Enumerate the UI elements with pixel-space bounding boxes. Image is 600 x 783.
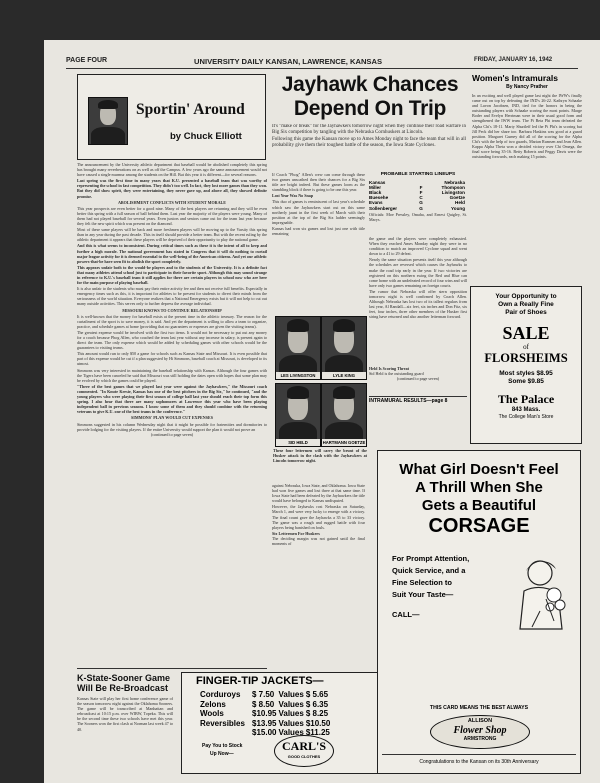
nebraska-player: Livingston [441,189,465,195]
intramural-reference: INTRAMURAL RESULTS—page 8 [369,398,448,404]
photo-caption: LES LIVINGSTON [276,372,320,379]
position: F [419,184,423,190]
carls-sub: GOOD CLOTHES [287,754,321,759]
carls-tagline-2: Up Now— [210,751,234,757]
column-paragraph: This appears unfair both to the would-be players and to the students of the University. It is a definite fact that many athletes attend school just to participate in their favorite sport. Although this may sound strange in reference to K.U.'s baseball team it still applies for there are certain players in school now who are here for the main purpose of playing baseball. [77,264,267,286]
values-label: Values [278,699,304,709]
photo-caption-text: These four lettermen will carry the brunt of the Husker attack in the clash with the Jayhawkers at Lincoln tomorrow night. [273,448,367,464]
nebraska-player: Thompson [441,184,465,190]
column-paragraph: Last spring was the first time in many years that K.U. presented a baseball team that was worthy of representing the school in fast competition. They didn't too well. In fact, they lost more games than they won. But they did show spirit, they were entertaining, they never gave up, and above all, they showed definite promise. [77,178,267,199]
kstate-story [77,673,173,778]
store-tagline: The College Man's Store [498,414,554,420]
columnist-photo [88,97,128,145]
story-paragraph: Kansas had won six games and lost just one with title remaining [272,225,365,237]
sale-price: $10.50 [305,718,331,728]
price-table [200,690,332,738]
team-name: Nebraska [444,179,465,185]
story-paragraph: the game and the players were completely exhausted. When they reached Ames Monday night they were in no condition to match an improved Cyclone squad and went down to a 41 to 29 defeat. [369,236,467,257]
position: G [419,200,423,206]
column-paragraph: The announcement by the University athletic department that baseball would be abolished completely this spring has brought many reverberations on as well as off the Campus. A few years ago the same announcement would not have caused a single murmur among the students on the Hill. But this year it is different—for several reasons. [77,162,267,178]
kansas-player: Miller [369,184,381,190]
kansas-player: Buesehe [369,195,389,201]
corsage-headline: Gets a Beautiful [421,497,537,514]
column-paragraph: "Three of the best games that we played last year were against the Jayhawkers," the Missouri coach commented. "In Knute Kresie, Kansas has one of the best pitchers in the Big Six," he continued, "and the young players who were playing their first season of college ball last year should reach their top form this spring. I also hear that there are many sophomores at Lawrence this year who have been playing independent ball in previous seasons. I know some of them and they should combine with the returning veterans to give K.U. one of the best teams in the conference." [77,383,267,415]
column-paragraph: Simmons was very interested in maintaining the baseball relationship with Kansas. Although the four games with the Tigers have been canceled he said that Missouri was still holding the dates open with hopes that some plan may be evolved by which the games could be played. [77,367,267,383]
store-address: 843 Mass. [511,407,541,413]
page-number: PAGE FOUR [66,57,108,64]
newspaper-page [44,40,600,783]
price-row [200,709,332,719]
story-intro [272,124,466,170]
nebraska-player: Held [455,200,465,206]
column-subhead: ABOLISHMENT CONFLICTS WITH STUDENT MORALE [117,199,227,205]
section-rule [77,668,267,669]
story-col-a [272,172,365,312]
values-label: Values [278,690,304,699]
carls-title: FINGER-TIP JACKETS— [196,675,324,687]
values-label: Values [278,718,304,728]
jacket-type: Zelons [200,699,226,709]
story-paragraph: Nearly the same situation presents itself this year although the schedules are reversed which causes the Jayhawks to make the road trip early in the year. If two victories are registered on this northern swing the Red and Blue can come home with an undefeated record of four wins and will have only two games remaining on foreign courts. [369,257,467,288]
position: F [419,189,423,195]
kansas-player: Sollenberger [369,205,398,211]
florsheim-price: Some $9.85 [508,378,544,385]
story-subhead: Held Is Scoring Threat [369,366,409,371]
nebraska-player: Goetze [449,195,465,201]
story-paragraph: Following this game the Kansan move up to Ames Monday night to face the team that will in all probability give them their toughest battle of the season, the Iowa State Cyclones. [272,137,466,148]
kansas-player: Black [369,189,382,195]
column-body [77,162,267,666]
story-col-c [272,483,365,663]
florsheim-line: Own a Really Fine [498,301,554,308]
call-line: CALL— [392,610,420,619]
shop-name-bottom: ARMSTRONG [463,736,497,742]
column-paragraph: This year prospects are even better for a good nine. Many of the best players are returning and they will be even better this spring with a full season of ball behind them. Last year the majority of the players were young. Many of them had not played baseball for several years. Even juniors and seniors came out for the team last year because they felt the new spirit which was present on the diamond. [77,205,267,227]
column-paragraph: It is also unfair to the students who must pay their entire activity fee and then not receive full benefits. Especially in emergency times such as this, it is important for athletes to be present for students to divert their minds from the seriousness of the world situation. Everyone realizes that a National Emergency exists but it will not help to cut out many outside activities. This serves only to further depress the average individual. [77,286,267,307]
florsheim-line: Your Opportunity to [495,293,557,300]
regular-price: $15.00 [252,728,277,737]
story-col-b2 [369,366,467,424]
corsage-ad [377,450,581,774]
player-photo [275,316,321,380]
photo-caption: HARTMANN GOETZE [322,440,366,445]
jacket-type: Reversibles [200,718,245,728]
column-paragraph: This amount would run to only $50 a game for schools such as Kansas State and Missouri. It is even possible that part of this expense would be cut if a plan suggested by Hi Simmons, baseball coach at Missouri, is developed to its utmost. [77,351,267,367]
story-paragraph: against Nebraska, Iowa State, and Oklahoma. Iowa State had won five games and lost three at that same time. If Iowa State had been defeated by the Jayhawkers the title would have belonged to Kansas undisputed. [272,483,365,504]
column-paragraph: It is well-known that the money for baseball exists at the present time in the athletic treasury. The reason for the curtailment of the sport is to save money, it is said. And yet the department is willing to allow a team to organize, practice, and schedule games at home (providing that no guarantees or expenses are given the visiting teams). [77,313,267,329]
lineup-officials: Officials: Moe Pressley, Omaha, and Ernest Quigley, St. Marys. [369,211,467,222]
jacket-type: Corduroys [200,690,241,699]
carls-store: CARL'S [281,739,326,753]
sale-price: $ 8.25 [305,709,329,718]
kstate-body: Kansas State will play her first home conference game of the season tomorrow night against the Oklahoma Sooners. The game will be transcribed at Manhattan and rebroadcast at 10:15 p.m. over WIBW, Topeka. This will be the second time these two schools have met this year. The Sooners won the first clash at Norman last week 47 to 40. [77,696,173,732]
sale-text: SALE [502,323,550,343]
brand-name: FLORSHEIMS [484,351,568,365]
sale-price: $11.25 [305,728,330,737]
column-subhead: SIMMONS' PLAN WOULD CUT EXPENSES [131,415,213,421]
column-byline: by Chuck Elliott [170,131,242,142]
sale-of: of [523,343,529,351]
continued-line: (continued to page seven) [150,431,194,437]
intramurals-title: Women's Intramurals [472,73,558,83]
intramurals-byline: By Nancy Prather [506,84,548,90]
story-paragraph: This duo of games is reminiscent of last year's schedule which saw the Jayhawkers start out on this same northerly jaunt in the first week of March with their position at the top of the Big Six ladder seemingly impregnable. [272,199,365,225]
column-banner [77,74,266,160]
player-photo [321,383,367,447]
corsage-order [392,553,469,621]
story-subhead: Lost Year Was No Snap [272,193,314,199]
column-title: Sportin' Around [136,101,245,118]
kansas-player: Evans [369,200,383,206]
shop-name-top: ALLISON [467,718,493,724]
values-label: Values [278,728,304,737]
corsage-note: THIS CARD MEANS THE BEST ALWAYS [429,705,529,711]
paper-name: UNIVERSITY DAILY KANSAN, LAWRENCE, KANSAS [194,57,383,66]
column-paragraph: The greatest expense would be involved with the first two items. It would not be necessary to put out any money for a coach because Phog Allen, who coached the team last year without any increase in salary, is present again to direct the team. The only expense which would be added by scheduling games with other schools would be the guarantees to visiting teams. [77,329,267,351]
story-col-b [369,236,467,366]
kstate-headline: K-State-Sooner Game Will Be Re-Broadcast [77,673,171,693]
shop-name: Flower Shop [453,725,507,736]
carls-tagline-1: Pay You to Stock [202,743,243,749]
lineup-table [369,180,465,211]
sale-price: $ 5.65 [305,690,329,699]
flower-girl-illustration [510,551,574,631]
florsheim-line: Pair of Shoes [505,309,547,316]
store-name: The Palace [497,392,555,406]
photo-caption: SID HELD [276,439,320,446]
column-paragraph: Most of these same players will be back and more freshmen players will be moving up to the Varsity this spring than in any year during the past decade. This in itself should provide a better team. But with the recent ruling by the athletic department it appears that these players will be deprived of their opportunity to play the national game. [77,227,267,243]
florsheim-price: Most styles $8.95 [499,370,553,377]
corsage-headline: A Thrill When She [415,479,543,496]
lineup-title: PROBABLE STARTING LINEUPS [380,172,456,177]
story-headline: Jayhawk Chances Depend On Trip [281,73,459,120]
column-subhead: MISSOURI KNOWS TO CONTINUE RELATIONSHIP [122,307,222,313]
ad-rule [382,754,576,755]
order-line: Fine Selection to [392,578,453,587]
order-line: Quick Service, and a [392,566,466,575]
column-paragraph: Simmons suggested in his column Wednesday night that it might be possible for fraternities and dormitories to provide lodging for the visiting players. If the entire University would support the plan it would not prove an [77,421,267,432]
values-label: Values [278,709,304,718]
position: C [419,195,423,201]
lineup-row [369,206,465,211]
sale-price: $ 6.35 [305,699,329,709]
corsage-headline: What Girl Doesn't Feel [399,461,559,478]
order-line: Suit Your Taste— [392,590,454,599]
issue-date: FRIDAY, JANUARY 16, 1942 [474,57,553,63]
intramurals-story [472,73,582,283]
story-paragraph: If Coach "Phog" Allen's crew can come through these two games unscathed then their chances for a Big Six title are bright indeed. But these games loom as the stumbling block if there is going to be one this year. [272,172,365,193]
carls-ad [181,672,378,774]
story-paragraph: It's "make or break" for the Jayhawkers tomorrow night when they continue their road warfare in Big Six competition by tangling with the Nebraska Cornhuskers at Lincoln. [272,124,466,135]
story-paragraph: However, the Jayhawks rost Nebraska on Saturday, March 1, and were very lucky to emerge with a victory. The final count gave the Jayhawks a 35 to 33 victory. The game was a rough and rugged battle with four players being banished on fouls. [272,504,365,530]
price-row [200,690,332,700]
story-paragraph: Sid Held is the outstanding guard [369,371,424,377]
section-rule [369,396,467,397]
player-photo [275,383,321,447]
carls-logo [274,735,334,767]
regular-price: $ 8.50 [252,699,275,709]
florsheim-ad [470,286,582,444]
intramurals-body: In an exciting and well played game last night the IWW's finally came out on top by defeating the IND's 26-22. Kathryn Schaake and Lavon Jacobsen, IND, tied for the honors in being the outstanding players with Schaake scoring the most points. Marge Boder and Evelyn Herriman were in their usual good form and strengthened the IWW team. The Pi Beta Phi team defeated the Alpha Chi's 18-11. Marty Shurtleff led the Pi Phi's in scoring but Jill Peck did her share too. Barbara Haskins was good at a guard position. Margaret Gurney did all of the scoring for the Alpha Chi's with the help of two guards, Marian Rumsen and Jean Allen. Kappa Alpha Theta won a decided victory over Chi Omega, the final score being 35-16. Betty Roberts and Peggy Davis were the outstanding forwards, each making 15 points. [472,93,582,160]
team-name: Kansas [369,179,386,185]
story-subhead: Six Lettermen For Huskers [272,530,320,536]
order-line: For Prompt Attention, [392,554,470,563]
nebraska-player: Young [451,205,465,211]
position: G [419,205,423,211]
regular-price: $10.95 [252,709,277,718]
lineup-box [369,172,467,232]
regular-price: $13.95 [252,718,277,728]
header-rule [66,68,578,69]
story-paragraph: The rumor that Nebraska will offer stern opposition tomorrow night is well confirmed by Coach Allen. Although Nebraska has lost two of its tallest regulars from last year, Al Randall—six feet, six inches and Don Fitz, six feet, four inches, three other members of the Husker first string have returned and also another letterman forward. [369,288,467,320]
price-row [200,700,332,710]
corsage-word: CORSAGE [428,515,530,537]
story-paragraph: The deciding margin was not gained until the final moments of [272,535,365,547]
shop-logo [430,715,530,749]
jacket-type: Wools [200,709,224,718]
price-row [200,719,332,729]
photo-caption: LYLE KING [322,372,366,379]
jacket-type [200,728,252,738]
page-header [44,56,600,68]
congrats-line: Congratulations to the Kansan on its 30th Anniversary [419,759,539,765]
column-paragraph: And this is what seems to inconsistent. During critical times such as these it is the intent of all to keep and further a high morale. The national government has stated in Congress that it will do nothing to curtail major league activity for it is deemed essential to the well-being of the American citizens. And yet our athletic powers-that-be have seen fit to abolish the sport completely. [77,243,267,264]
regular-price: $ 7.50 [252,690,275,699]
story-headline-block [272,73,468,125]
continued-line: (continued to page seven) [396,376,440,382]
player-photo [321,316,367,380]
